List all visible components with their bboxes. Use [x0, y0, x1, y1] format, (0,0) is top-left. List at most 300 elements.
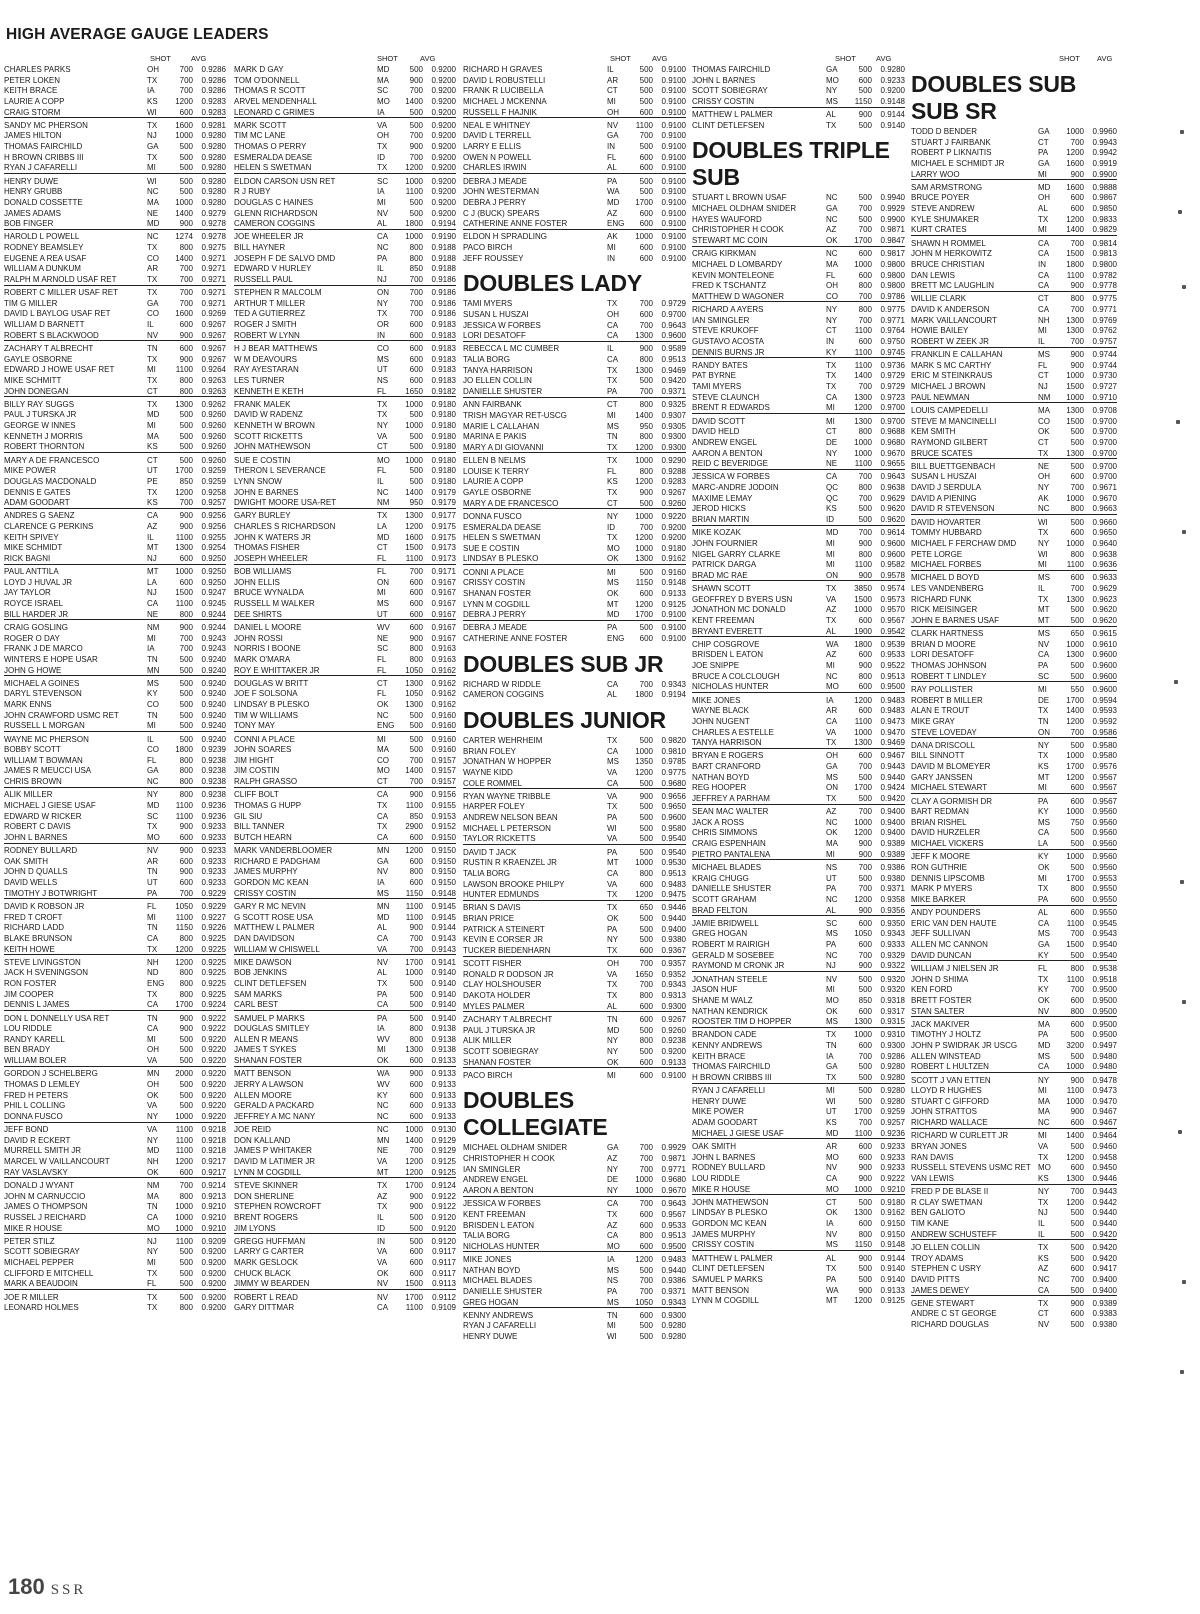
leader-row — [463, 903, 686, 914]
targets-shot: 1100 — [635, 120, 653, 130]
state-code: ENG — [607, 634, 625, 644]
targets-shot: 500 — [179, 1045, 193, 1055]
average: 0.9640 — [1092, 538, 1117, 548]
targets-shot: 600 — [409, 1268, 423, 1278]
margin-registration-marks — [1170, 120, 1200, 1520]
shooter-name: NEAL E WHITNEY — [463, 120, 531, 130]
shooter-name: LORI DESATOFF — [463, 331, 526, 341]
state-code: TX — [1038, 1152, 1049, 1162]
leader-row — [692, 940, 905, 951]
leader-row — [234, 243, 456, 254]
state-code: GA — [147, 298, 159, 308]
leader-row — [692, 728, 905, 739]
average: 0.9148 — [880, 1240, 905, 1250]
state-code: IL — [1038, 336, 1045, 346]
targets-shot: 500 — [1070, 427, 1084, 437]
targets-shot: 1500 — [854, 594, 872, 604]
targets-shot: 1700 — [1066, 873, 1084, 883]
state-code: VA — [607, 969, 618, 979]
shooter-name: SHANAN FOSTER — [234, 1056, 303, 1066]
state-code: NH — [147, 1157, 159, 1167]
leader-row — [911, 1107, 1117, 1118]
shooter-name: PETE LORGE — [911, 549, 963, 559]
leader-row — [692, 316, 905, 327]
targets-shot: 1100 — [854, 326, 872, 336]
average: 0.9813 — [1092, 249, 1117, 259]
targets-shot: 800 — [179, 386, 193, 396]
state-code: MI — [607, 243, 616, 253]
shooter-name: STUART C GIFFORD — [911, 1096, 989, 1106]
targets-shot: 1000 — [175, 1111, 193, 1121]
average: 0.9729 — [880, 382, 905, 392]
registration-mark — [1174, 680, 1178, 684]
leader-row — [911, 393, 1117, 404]
targets-shot: 500 — [409, 710, 423, 720]
targets-shot: 600 — [1070, 204, 1084, 214]
targets-shot: 800 — [179, 1303, 193, 1313]
leader-row — [234, 498, 456, 509]
state-code: TX — [377, 1180, 388, 1190]
targets-shot: 700 — [179, 1180, 193, 1190]
leader-row — [692, 1198, 905, 1209]
leader-row — [463, 108, 686, 119]
shooter-name: RODNEY BEAMSLEY — [4, 243, 84, 253]
shooter-name: JAMES P WHITAKER — [234, 1146, 312, 1156]
average: 0.9871 — [880, 225, 905, 235]
leader-row — [692, 682, 905, 693]
targets-shot: 500 — [409, 431, 423, 441]
average: 0.9180 — [431, 476, 456, 486]
state-code: MD — [377, 532, 390, 542]
leader-row — [692, 1219, 905, 1230]
shooter-name: DANA DRISCOLL — [911, 740, 976, 750]
average: 0.9150 — [431, 846, 456, 856]
average: 0.9286 — [880, 1051, 905, 1061]
shooter-name: THOMAS R SCOTT — [234, 86, 306, 96]
state-code: NJ — [147, 553, 157, 563]
state-code: VA — [377, 1258, 388, 1268]
leader-row — [911, 260, 1117, 271]
shooter-name: JIM HIGHT — [234, 755, 274, 765]
state-code: MD — [1038, 1041, 1051, 1051]
shooter-name: STEWART MC COIN — [692, 236, 768, 245]
shooter-name: SAMUEL P MARKS — [234, 1013, 305, 1023]
targets-shot: 1300 — [1066, 326, 1084, 336]
leader-row — [234, 689, 456, 700]
leader-row — [692, 86, 905, 97]
leader-row — [234, 679, 456, 690]
targets-shot: 1500 — [1066, 249, 1084, 259]
shooter-name: TIMOTHY J HOLTZ — [911, 1030, 981, 1040]
average: 0.9218 — [201, 1146, 226, 1156]
shooter-name: RUSSELL PAUL — [234, 274, 293, 284]
average: 0.9225 — [201, 968, 226, 978]
average: 0.9222 — [880, 1173, 905, 1183]
targets-shot: 500 — [639, 65, 653, 74]
state-code: MA — [826, 259, 838, 269]
shooter-name: JOHN D QUALLS — [4, 867, 68, 877]
targets-shot: 1000 — [1066, 127, 1084, 136]
targets-shot: 500 — [179, 187, 193, 197]
targets-shot: 800 — [639, 1036, 653, 1046]
shooter-name: CARTER WEHRHEIM — [463, 736, 543, 746]
targets-shot: 1100 — [854, 360, 872, 370]
leader-row — [911, 985, 1117, 996]
average: 0.9233 — [201, 867, 226, 877]
shooter-name: GERALD A PACKARD — [234, 1101, 314, 1111]
targets-shot: 700 — [639, 959, 653, 969]
average: 0.9567 — [1092, 772, 1117, 782]
targets-shot: 500 — [179, 1056, 193, 1066]
state-code: VA — [377, 1157, 388, 1167]
shooter-name: CHRIS BROWN — [4, 777, 62, 787]
leader-row — [4, 1112, 226, 1123]
targets-shot: 500 — [409, 476, 423, 486]
targets-shot: 900 — [858, 1253, 872, 1263]
leader-row — [463, 1071, 686, 1082]
shooter-name: JACK A ROSS — [692, 817, 745, 827]
targets-shot: 500 — [1070, 671, 1084, 681]
state-code: TX — [1038, 448, 1049, 458]
state-code: WA — [826, 1285, 839, 1295]
leader-row — [911, 1097, 1117, 1108]
state-code: NV — [1038, 1006, 1050, 1016]
leader-row — [234, 153, 456, 164]
shooter-name: JOHN E BARNES — [234, 487, 299, 497]
targets-shot: 1700 — [1066, 762, 1084, 772]
targets-shot: 800 — [179, 777, 193, 787]
average: 0.9220 — [201, 1045, 226, 1055]
state-code: WI — [607, 1332, 617, 1342]
targets-shot: 500 — [1070, 1030, 1084, 1040]
leader-row — [911, 895, 1117, 906]
targets-shot: 500 — [409, 410, 423, 420]
average: 0.9593 — [1092, 706, 1117, 716]
state-code: GA — [607, 1143, 619, 1153]
targets-shot: 1100 — [1066, 918, 1084, 928]
average: 0.9175 — [431, 532, 456, 542]
average: 0.9281 — [201, 120, 226, 130]
leader-row — [911, 762, 1117, 773]
ranking-section — [463, 651, 686, 701]
average: 0.9420 — [1092, 1242, 1117, 1252]
average: 0.9473 — [1092, 1086, 1117, 1096]
leader-row — [692, 528, 905, 539]
shooter-name: DAVID L BAYLOG USAF RET — [4, 309, 111, 319]
average: 0.9500 — [880, 682, 905, 692]
state-code: ID — [607, 522, 615, 532]
targets-shot: 700 — [858, 1118, 872, 1128]
avg-header: AVG — [191, 54, 207, 63]
shooter-name: MIKE KOZAK — [692, 528, 741, 538]
shooter-name: CHARLES PARKS — [4, 65, 71, 74]
leader-row — [234, 801, 456, 812]
targets-shot: 1700 — [635, 197, 653, 207]
targets-shot: 500 — [639, 1025, 653, 1035]
state-code: TX — [826, 793, 837, 803]
leader-row — [234, 867, 456, 878]
shooter-name: JESSICA W FORBES — [692, 472, 770, 482]
targets-shot: 600 — [639, 588, 653, 598]
shooter-name: JOHN ROSSI — [234, 633, 283, 643]
leader-row — [911, 148, 1117, 159]
average: 0.9446 — [1092, 1173, 1117, 1183]
average: 0.9570 — [880, 605, 905, 615]
average: 0.9638 — [1092, 549, 1117, 559]
average: 0.9125 — [661, 599, 686, 609]
targets-shot: 500 — [179, 1279, 193, 1289]
shooter-name: FRED H PETERS — [4, 1090, 69, 1100]
leader-row — [4, 1192, 226, 1203]
leader-row — [234, 934, 456, 945]
average: 0.9560 — [1092, 807, 1117, 817]
targets-shot: 900 — [639, 791, 653, 801]
average: 0.9160 — [431, 734, 456, 744]
targets-shot: 900 — [409, 633, 423, 643]
state-code: IL — [147, 734, 154, 744]
targets-shot: 700 — [639, 320, 653, 330]
leader-row — [4, 1168, 226, 1179]
leader-row — [463, 432, 686, 443]
targets-shot: 500 — [409, 208, 423, 218]
state-code: OK — [377, 1268, 389, 1278]
state-code: NJ — [377, 274, 387, 284]
shooter-name: NICHOLAS HUNTER — [463, 1241, 540, 1251]
state-code: NM — [147, 1180, 160, 1190]
targets-shot: 700 — [179, 498, 193, 508]
leader-row — [692, 515, 905, 526]
shooter-name: JOHN G HOWE — [4, 665, 62, 675]
leader-row — [692, 919, 905, 930]
leader-row — [234, 219, 456, 230]
targets-shot: 600 — [409, 588, 423, 598]
leader-row — [4, 1258, 226, 1269]
shooter-name: WILLIAM D BARNETT — [4, 320, 85, 330]
targets-shot: 900 — [858, 570, 872, 580]
shooter-name: EDWARD W RICKER — [4, 811, 82, 821]
state-code: AR — [607, 75, 619, 85]
state-code: MA — [1038, 405, 1050, 415]
state-code: GA — [1038, 940, 1050, 950]
shooter-name: DOUGLAS SMITLEY — [234, 1024, 310, 1034]
average: 0.9333 — [880, 940, 905, 950]
leader-row — [463, 623, 686, 634]
state-code: KS — [1038, 1173, 1049, 1183]
state-code: MI — [1038, 326, 1047, 336]
state-code: MS — [826, 96, 838, 106]
average: 0.9210 — [201, 1202, 226, 1212]
leader-row — [234, 599, 456, 610]
shooter-name: BRUCE CHRISTIAN — [911, 259, 985, 269]
average: 0.9200 — [431, 208, 456, 218]
average: 0.9633 — [1092, 573, 1117, 583]
average: 0.9771 — [880, 315, 905, 325]
registration-mark — [1182, 1280, 1186, 1284]
state-code: MT — [147, 567, 159, 577]
targets-shot: 700 — [858, 493, 872, 503]
targets-shot: 800 — [179, 609, 193, 619]
state-code: NC — [377, 1101, 389, 1111]
average: 0.9380 — [1092, 1320, 1117, 1330]
leader-row — [463, 824, 686, 835]
average: 0.9133 — [431, 1056, 456, 1066]
shooter-name: WAYNE MC PHERSON — [4, 734, 89, 744]
shooter-name: SCOTT SOBIEGRAY — [463, 1046, 539, 1056]
targets-shot: 600 — [409, 599, 423, 609]
shooter-name: JAY TAYLOR — [4, 588, 51, 598]
state-code: OK — [377, 1056, 389, 1066]
leader-row — [911, 305, 1117, 316]
state-code: VA — [377, 944, 388, 954]
average: 0.9629 — [1092, 584, 1117, 594]
targets-shot: 600 — [639, 1310, 653, 1320]
state-code: OK — [1038, 427, 1050, 437]
shooter-name: GORDON MC KEAN — [692, 1219, 767, 1229]
shooter-name: DAN LEWIS — [911, 270, 956, 280]
targets-shot: 600 — [1070, 573, 1084, 583]
targets-shot: 1000 — [405, 176, 423, 186]
shooter-name: CLAY HOLSHOUSER — [463, 980, 542, 990]
shooter-name: KRAIG CHUGG — [692, 873, 749, 883]
leader-row — [463, 177, 686, 188]
state-code: ID — [377, 1223, 385, 1233]
shooter-name: THOMAS FAIRCHILD — [4, 142, 83, 152]
state-code: ID — [826, 514, 834, 524]
average: 0.9540 — [661, 834, 686, 844]
shooter-name: PACO BIRCH — [463, 243, 513, 253]
state-code: CA — [1038, 918, 1050, 928]
average: 0.9656 — [661, 791, 686, 801]
targets-shot: 500 — [858, 86, 872, 96]
avg-header: AVG — [420, 54, 436, 63]
shooter-name: CRISSY COSTIN — [234, 888, 297, 898]
shooter-name: KEN FORD — [911, 985, 953, 995]
shooter-name: DARYL STEVENSON — [4, 689, 82, 699]
shooter-name: MIKE BARKER — [911, 894, 966, 904]
state-code: VA — [607, 834, 618, 844]
targets-shot: 500 — [409, 1236, 423, 1246]
leader-row — [4, 857, 226, 868]
shooter-name: LYNN SNOW — [234, 476, 282, 486]
average: 0.9100 — [661, 1070, 686, 1080]
state-code: MI — [1038, 560, 1047, 570]
shooter-name: ANDREW NELSON BEAN — [463, 813, 558, 823]
leader-row — [911, 1320, 1117, 1331]
average: 0.9200 — [431, 86, 456, 96]
state-code: TX — [147, 944, 158, 954]
leader-row — [463, 142, 686, 153]
leader-row — [692, 292, 905, 303]
state-code: MI — [826, 560, 835, 570]
average: 0.9475 — [661, 890, 686, 900]
state-code: UT — [826, 1107, 837, 1117]
targets-shot: 1400 — [405, 96, 423, 106]
shooter-name: AARON A BENTON — [692, 448, 763, 458]
shooter-name: DAVID L ROBUSTELLI — [463, 75, 546, 85]
leader-row — [234, 355, 456, 366]
average: 0.9356 — [880, 905, 905, 915]
shooter-name: LYNN M COGDILL — [463, 599, 530, 609]
shooter-name: JOSEPH WHEELER — [234, 553, 308, 563]
state-code: MS — [826, 929, 838, 939]
shooter-name: PAT BYRNE — [692, 371, 737, 381]
average: 0.9238 — [201, 777, 226, 787]
targets-shot: 700 — [1070, 137, 1084, 147]
targets-shot: 500 — [1070, 517, 1084, 527]
targets-shot: 1000 — [1066, 493, 1084, 503]
average: 0.9259 — [201, 466, 226, 476]
state-code: WI — [1038, 549, 1048, 559]
leader-row — [911, 483, 1117, 494]
average: 0.9148 — [880, 96, 905, 106]
shooter-name: RYAN WAYNE TRIBBLE — [463, 791, 551, 801]
leader-row — [911, 427, 1117, 438]
state-code: FL — [1038, 963, 1048, 973]
shooter-name: R CLAY SWETMAN — [911, 1197, 983, 1207]
average: 0.9420 — [1092, 1253, 1117, 1263]
shooter-name: JOHN L BARNES — [692, 75, 756, 85]
average: 0.9286 — [201, 86, 226, 96]
state-code: AZ — [377, 1191, 388, 1201]
average: 0.9210 — [201, 1223, 226, 1233]
targets-shot: 900 — [179, 822, 193, 832]
leader-row — [463, 243, 686, 254]
leader-row — [692, 975, 905, 986]
average: 0.9177 — [431, 511, 456, 521]
leader-row — [463, 1058, 686, 1069]
shooter-name: SHAWN H ROMMEL — [911, 238, 986, 248]
leader-row — [4, 1269, 226, 1280]
shooter-name: JESSICA W FORBES — [463, 1199, 541, 1209]
shooter-name: CLARK HARTNESS — [911, 629, 984, 639]
targets-shot: 900 — [409, 1202, 423, 1212]
shooter-name: CHRIS SIMMONS — [692, 828, 758, 838]
state-code: MI — [826, 985, 835, 995]
state-code: WI — [607, 823, 617, 833]
shooter-name: IAN SMINGLER — [692, 315, 750, 325]
shooter-name: KEITH HOWE — [4, 944, 55, 954]
state-code: NJ — [1038, 382, 1048, 392]
targets-shot: 500 — [639, 187, 653, 197]
average: 0.9148 — [661, 578, 686, 588]
leader-row — [4, 153, 226, 164]
targets-shot: 1100 — [175, 801, 193, 810]
state-code: TN — [607, 1015, 618, 1024]
leader-row — [234, 288, 456, 299]
targets-shot: 1400 — [175, 253, 193, 263]
average: 0.9225 — [201, 989, 226, 999]
state-code: NC — [826, 894, 838, 904]
targets-shot: 500 — [1070, 1242, 1084, 1252]
leader-row — [234, 488, 456, 499]
state-code: FL — [607, 152, 617, 162]
leader-row — [4, 889, 226, 900]
leader-row — [692, 1007, 905, 1018]
average: 0.9280 — [201, 163, 226, 173]
state-code: SC — [147, 811, 159, 821]
average: 0.9700 — [1092, 448, 1117, 458]
registration-mark — [1182, 530, 1186, 534]
leader-row — [234, 644, 456, 655]
state-code: PA — [826, 1274, 837, 1284]
average: 0.9764 — [880, 326, 905, 336]
targets-shot: 500 — [639, 1046, 653, 1056]
state-code: CA — [607, 868, 619, 878]
leader-row — [463, 467, 686, 478]
ranking-section — [692, 137, 905, 1306]
state-code: GA — [147, 766, 159, 776]
targets-shot: 1300 — [405, 700, 423, 710]
